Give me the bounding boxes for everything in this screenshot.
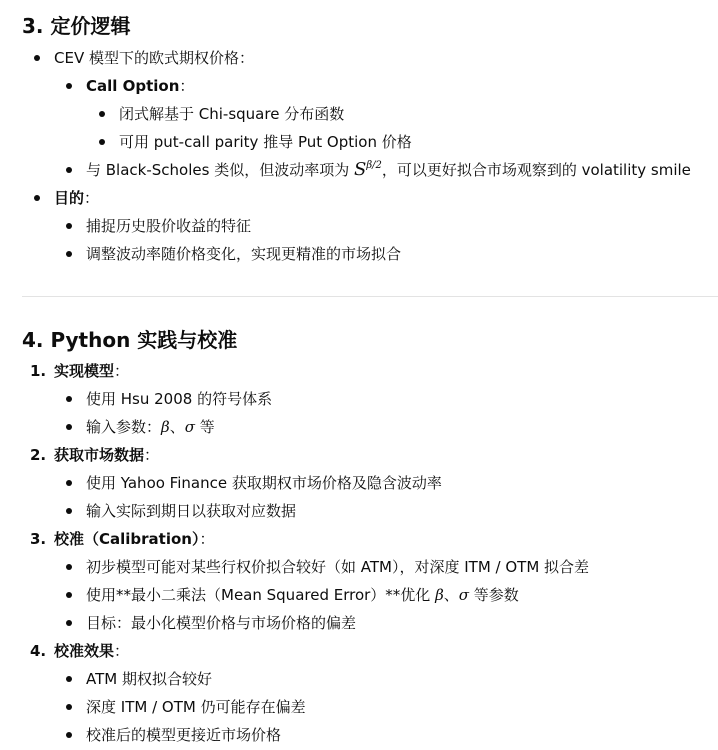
item-text: 调整波动率随价格变化，实现更精准的市场拟合 (86, 245, 402, 263)
item-text: 初步模型可能对某些行权价拟合较好（如 ATM），对深度 ITM / OTM 拟合差 (86, 558, 590, 576)
item-text: 使用**最小二乘法（Mean Squared Error）**优化 (86, 586, 436, 604)
math-s: S (353, 159, 367, 180)
purpose-label: 目的 (54, 189, 85, 207)
step-title-text: 校准效果 (54, 642, 115, 660)
item-text: 输入实际到期日以获取对应数据 (86, 502, 297, 520)
list-item (86, 216, 251, 236)
colon: ： (84, 189, 100, 207)
list-item (119, 132, 412, 152)
math-beta: β (161, 418, 170, 436)
list-item (86, 76, 194, 96)
list-item (86, 417, 215, 437)
step-title-text: 实现模型 (54, 362, 115, 380)
item-text: CEV 模型下的欧式期权价格： (54, 49, 254, 67)
item-text: 可用 put-call parity 推导 Put Option 价格 (119, 133, 412, 151)
item-text: 校准后的模型更接近市场价格 (86, 726, 282, 744)
list-item (86, 160, 691, 183)
list-item (86, 473, 442, 493)
item-text: 目标：最小化模型价格与市场价格的偏差 (86, 614, 357, 632)
separator: 、 (443, 586, 459, 604)
item-text: 与 Black-Scholes 类似，但波动率项为 (86, 161, 354, 179)
colon: ： (114, 642, 130, 660)
step-title-text: 获取市场数据 (54, 446, 145, 464)
step-title (54, 529, 214, 549)
item-text: 闭式解基于 Chi-square 分布函数 (119, 105, 345, 123)
step-title (54, 641, 129, 661)
item-text: 深度 ITM / OTM 仍可能存在偏差 (86, 698, 306, 716)
item-text: 使用 Hsu 2008 的符号体系 (86, 390, 273, 408)
list-item (86, 697, 306, 717)
step-number: 3. (30, 530, 47, 548)
step-title (54, 445, 159, 465)
list-item (54, 48, 254, 68)
item-text: ，可以更好拟合市场观察到的 volatility smile (381, 161, 691, 179)
step-title (54, 361, 129, 381)
separator: 、 (169, 418, 185, 436)
math-beta: β (435, 586, 444, 604)
step-number: 1. (30, 362, 47, 380)
list-item (86, 389, 272, 409)
list-item (119, 104, 344, 124)
step-number: 4. (30, 642, 47, 660)
list-item (54, 188, 99, 208)
math-sigma: σ (458, 586, 470, 604)
list-item (86, 244, 401, 264)
list-item (86, 613, 356, 633)
colon: ： (114, 362, 130, 380)
colon: ： (144, 446, 160, 464)
colon: ： (179, 77, 195, 95)
section-4-heading: 4. Python 实践与校准 (22, 328, 238, 352)
list-item (86, 585, 519, 605)
math-sigma: σ (184, 418, 195, 436)
item-text: 等参数 (469, 586, 519, 604)
item-text: 捕捉历史股价收益的特征 (86, 217, 252, 235)
item-text: ATM 期权拟合较好 (86, 670, 212, 688)
item-text: 使用 Yahoo Finance 获取期权市场价格及隐含波动率 (86, 474, 442, 492)
colon: ： (199, 530, 215, 548)
section-divider (22, 296, 718, 297)
list-item (86, 669, 212, 689)
math-exponent: β/2 (366, 160, 382, 171)
list-item (86, 725, 281, 745)
item-text: 等 (194, 418, 215, 436)
call-option-label: Call Option (86, 77, 180, 95)
step-title-text: 校准（Calibration） (54, 530, 200, 548)
item-text: 输入参数： (86, 418, 162, 436)
list-item (86, 501, 296, 521)
step-number: 2. (30, 446, 47, 464)
list-item (86, 557, 589, 577)
section-3-heading: 3. 定价逻辑 (22, 14, 131, 38)
